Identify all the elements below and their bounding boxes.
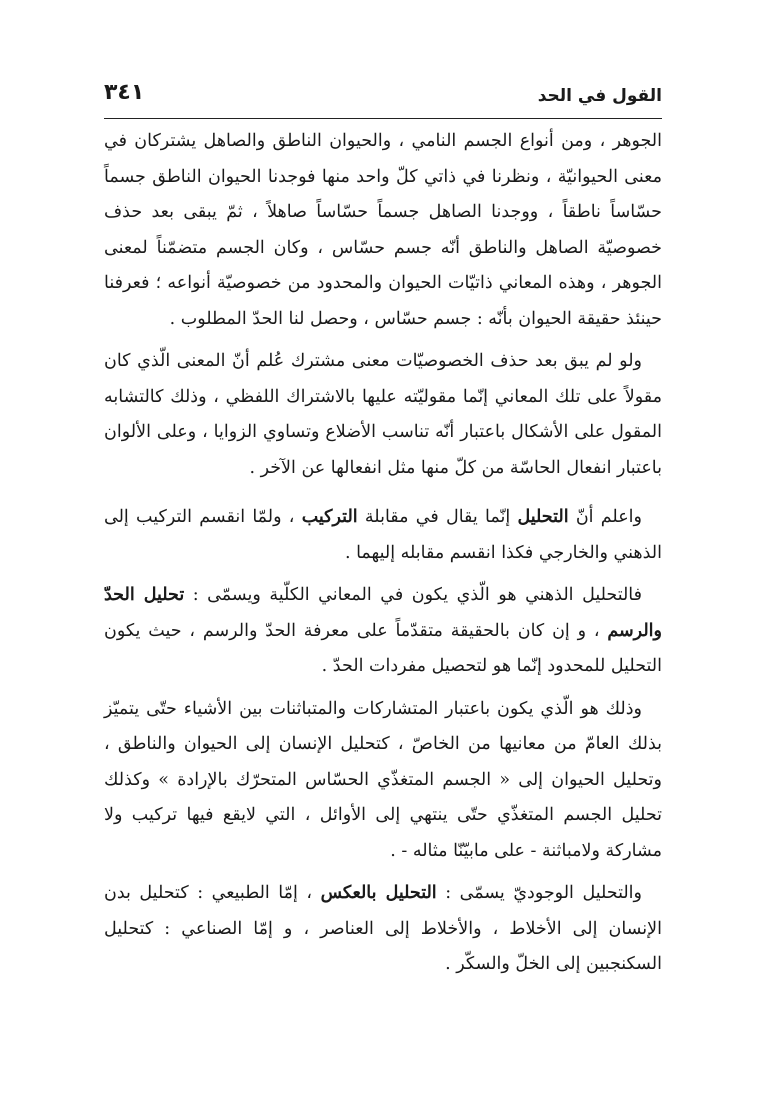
- term-tahlil-bil-aks: التحليل بالعكس: [320, 883, 437, 903]
- paragraph-1: الجوهر ، ومن أنواع الجسم النامي ، والحيوان الناطق والصاهل يشتركان في معنى الحيوانيّة ، ونظرنا في ذاتي كلّ واحد منها فوجدنا الحيوان الناطق جسماً حسّاساً ناطقاً ، ووجدنا الصاهل جسماً حسّاساً صاهلاً ، ثمّ يبقى بعد حذف خصوصيّة الصاهل والناطق أنّه جسم حسّاس ، وكان الجسم متضمّناً لمعنى الجوهر ، وهذه المعاني ذاتيّات الحيوان والمحدود من خصوصيّة أنواعه ؛ فعرفنا حينئذ حقيقة الحيوان بأنّه : جسم حسّاس ، وحصل لنا الحدّ المطلوب .: [104, 131, 662, 329]
- paragraph-6: [104, 876, 662, 983]
- running-title: القول في الحد: [537, 86, 662, 106]
- header-divider: [104, 118, 662, 119]
- page-body: [104, 124, 662, 990]
- paragraph-3-text-a: واعلم أنّ: [568, 507, 642, 527]
- term-tahlil: التحليل: [517, 507, 569, 527]
- paragraph-3-text-b: إنّما يقال في مقابلة: [357, 507, 518, 527]
- paragraph-3-text-c: ، ولمّا انقسم التركيب إلى الذهني والخارجي فكذا انقسم مقابله إليهما .: [104, 507, 662, 563]
- paragraph-2: ولو لم يبق بعد حذف الخصوصيّات معنى مشترك عُلم أنّ المعنى الّذي كان مقولاً على تلك المعاني إنّما مقوليّته عليها بالاشتراك اللفظي ، وذلك كالتشابه المقول على الأشكال باعتبار أنّه تناسب الأضلاع وتساوي الزوايا ، وعلى الألوان باعتبار انفعال الحاسّة من كلّ منها مثل انفعالها عن الآخر .: [104, 351, 662, 478]
- paragraph-3: [104, 500, 662, 571]
- page-number: ٣٤١: [104, 80, 145, 105]
- paragraph-6-text-b: ، إمّا الطبيعي : كتحليل بدن الإنسان إلى الأخلاط ، والأخلاط إلى العناصر ، و إمّا الصناعي : كتحليل السكنجبين إلى الخلّ والسكّر .: [104, 883, 662, 974]
- paragraph-4: [104, 578, 662, 685]
- paragraph-5: وذلك هو الّذي يكون باعتبار المتشاركات والمتباثنات بين الأشياء حتّى يتميّز بذلك العامّ من معانيها من الخاصّ ، كتحليل الإنسان إلى الحيوان والناطق ، وتحليل الحيوان إلى « الجسم المتغذّي الحسّاس المتحرّك بالإرادة » وكذلك تحليل الجسم المتغذّي حتّى ينتهي إلى الأوائل ، التي لايقع فيها تركيب ولا مشاركة ولامباثنة - على مابيّنّا مثاله - .: [104, 698, 662, 861]
- term-tahlil-al-hadd: تحليل الحدّ والرسم: [104, 585, 662, 641]
- term-tarkib: التركيب: [301, 507, 358, 527]
- paragraph-4-text-b: ، و إن كان بالحقيقة متقدّماً على معرفة الحدّ والرسم ، حيث يكون التحليل للمحدود إنّما هو لتحصيل مفردات الحدّ .: [104, 620, 662, 676]
- paragraph-6-text-a: والتحليل الوجوديّ يسمّى :: [436, 883, 642, 903]
- paragraph-4-text-a: فالتحليل الذهني هو الّذي يكون في المعاني الكلّية ويسمّى :: [184, 585, 643, 605]
- page-header: [104, 80, 662, 116]
